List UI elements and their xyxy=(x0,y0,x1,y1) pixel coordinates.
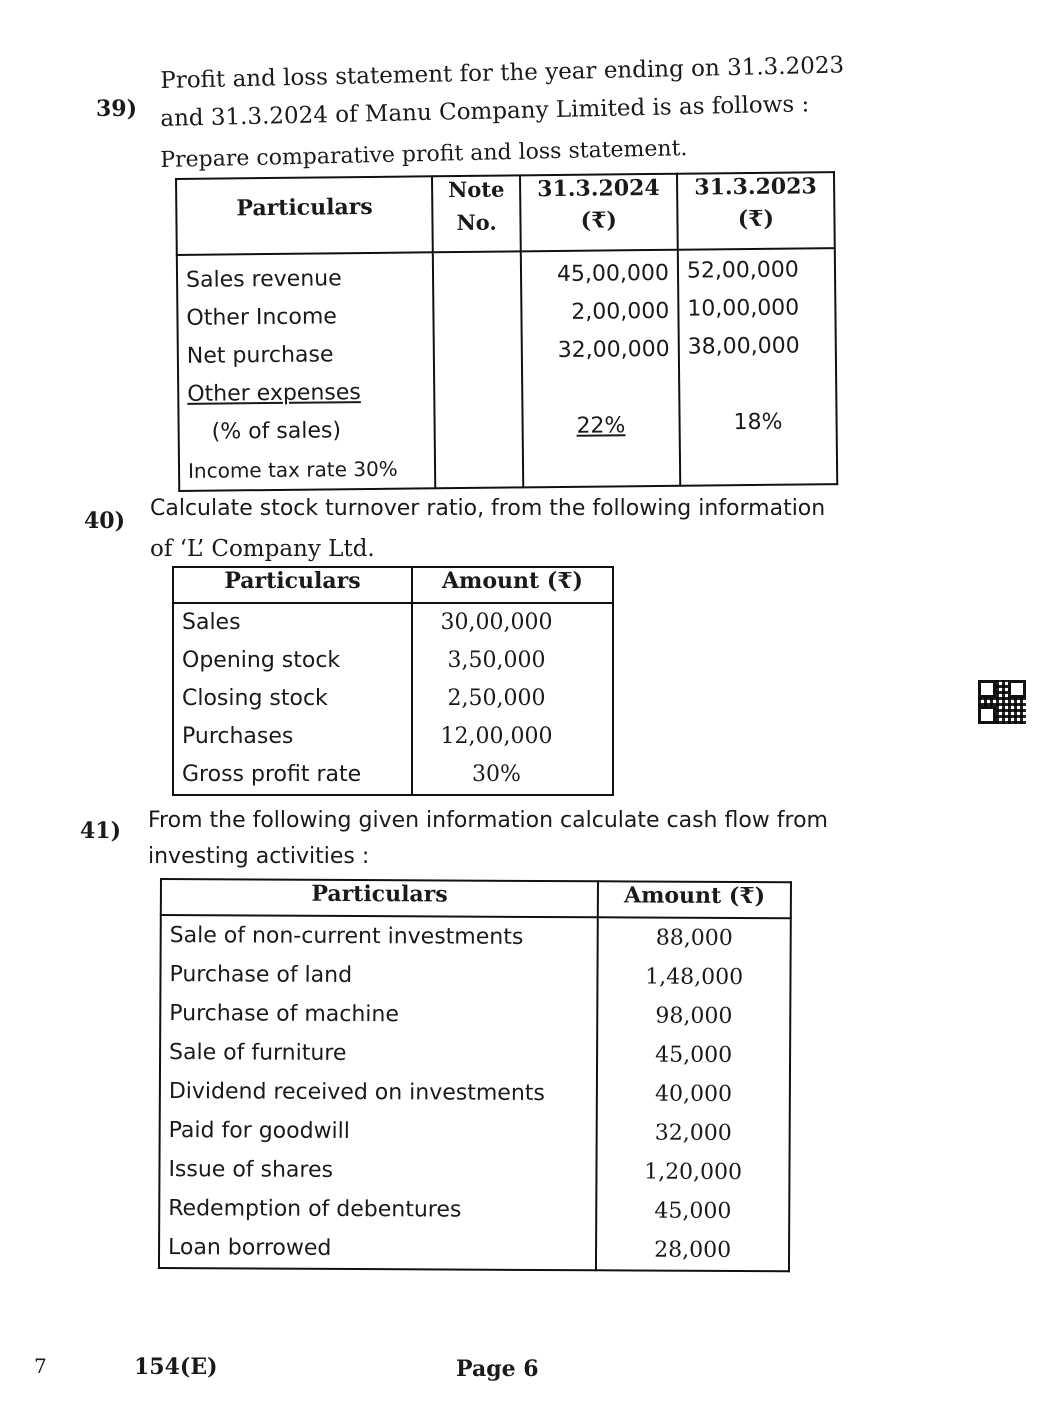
table-cell-2024: 22% xyxy=(576,413,626,439)
table-cell-amount: 32,000 xyxy=(654,1120,732,1146)
table-row-label: (% of sales) xyxy=(211,418,342,445)
question-40-line-1: Calculate stock turnover ratio, from the following information xyxy=(150,496,826,521)
col-2023-header xyxy=(677,172,835,250)
table-row-label: Sales xyxy=(182,610,241,635)
currency-2024-label: (₹) xyxy=(580,207,617,234)
page-label: Page 6 xyxy=(456,1356,539,1382)
table-cell-2023: 18% xyxy=(733,409,783,436)
question-41-line-2: investing activities : xyxy=(148,844,370,869)
cash-flow-investing-table xyxy=(158,878,792,1272)
values-2024-column xyxy=(521,250,681,488)
table-row-label: Other expenses xyxy=(187,380,361,407)
table-row-label: Gross profit rate xyxy=(182,762,362,787)
table-cell-amount: 45,000 xyxy=(654,1198,732,1224)
table-row-label: Sale of non-current investments xyxy=(169,923,524,950)
table-cell-amount: 98,000 xyxy=(655,1003,733,1029)
note-header-line-1: Note xyxy=(448,176,505,203)
table-row-label: Purchases xyxy=(182,724,294,749)
stock-turnover-table xyxy=(172,566,614,796)
table-row-label: Loan borrowed xyxy=(167,1235,332,1261)
qr-code-icon xyxy=(978,680,1026,724)
table-cell-amount: 12,00,000 xyxy=(440,724,553,749)
table-row-label: Net purchase xyxy=(186,342,334,369)
col-note-header xyxy=(432,175,520,252)
table-cell-2023: 38,00,000 xyxy=(687,333,800,360)
col-2024-header xyxy=(520,174,678,252)
col-particulars-header: Particulars xyxy=(173,567,412,603)
table-cell-amount: 45,000 xyxy=(655,1042,733,1068)
table-cell-amount: 1,20,000 xyxy=(644,1159,743,1186)
table-cell-amount: 30,00,000 xyxy=(440,610,553,635)
table-cell-2023: 10,00,000 xyxy=(687,295,800,322)
table-row-label: Other Income xyxy=(186,304,338,331)
table-row-label: Issue of shares xyxy=(168,1157,334,1183)
paper-code: 154(E) xyxy=(134,1354,218,1380)
table-row-label: Dividend received on investments xyxy=(168,1079,545,1107)
table-row-label: Purchase of machine xyxy=(169,1001,399,1028)
col-amount-header: Amount (₹) xyxy=(412,567,613,603)
table-cell-2024: 45,00,000 xyxy=(556,260,670,288)
table-row-label: Closing stock xyxy=(182,686,328,711)
question-40-number: 40) xyxy=(84,508,126,534)
year-2023-label: 31.3.2023 xyxy=(694,173,817,201)
table-cell-2023: 52,00,000 xyxy=(686,257,799,284)
amount-column xyxy=(596,917,791,1271)
comparative-pl-table xyxy=(175,171,838,492)
particulars-column xyxy=(159,915,598,1270)
amount-column xyxy=(412,603,613,795)
question-41-line-1: From the following given information calculate cash flow from xyxy=(148,808,828,833)
table-row-label: Purchase of land xyxy=(169,962,353,989)
table-cell-amount: 3,50,000 xyxy=(447,648,546,673)
col-particulars-header: Particulars xyxy=(176,176,433,255)
table-cell-2024: 2,00,000 xyxy=(571,298,670,325)
table-cell-amount: 28,000 xyxy=(654,1237,732,1263)
table-row-label: Redemption of debentures xyxy=(168,1196,462,1223)
table-cell-amount: 40,000 xyxy=(654,1081,733,1107)
table-cell-amount: 30% xyxy=(472,762,521,787)
question-39-line-1: Profit and loss statement for the year ending on 31.3.2023 xyxy=(160,52,845,94)
particulars-column xyxy=(173,603,412,795)
table-cell-amount: 2,50,000 xyxy=(447,686,546,711)
table-cell-amount: 88,000 xyxy=(655,925,733,951)
values-2023-column xyxy=(678,248,838,486)
question-39-line-2: and 31.3.2024 of Manu Company Limited is as follows : xyxy=(160,91,810,132)
note-header-line-2: No. xyxy=(456,209,497,236)
table-row-label: Opening stock xyxy=(182,648,341,673)
table-row-label: Paid for goodwill xyxy=(168,1118,351,1144)
currency-2023-label: (₹) xyxy=(737,205,775,233)
note-column xyxy=(433,251,523,488)
col-particulars-header: Particulars xyxy=(161,879,598,917)
col-amount-header: Amount (₹) xyxy=(598,881,791,918)
question-41-number: 41) xyxy=(80,818,122,844)
margin-number: 7 xyxy=(34,1354,47,1378)
particulars-column xyxy=(177,252,436,491)
table-row-label: Sales revenue xyxy=(185,266,342,293)
table-cell-amount: 1,48,000 xyxy=(645,964,744,991)
question-39-line-3: Prepare comparative profit and loss statement. xyxy=(160,136,688,173)
table-row-label: Income tax rate 30% xyxy=(187,456,398,483)
table-row-label: Sale of furniture xyxy=(169,1040,347,1066)
question-40-line-2: of ‘L’ Company Ltd. xyxy=(150,536,375,562)
question-39-number: 39) xyxy=(96,96,138,122)
table-cell-2024: 32,00,000 xyxy=(557,336,670,364)
year-2024-label: 31.3.2024 xyxy=(537,174,660,203)
